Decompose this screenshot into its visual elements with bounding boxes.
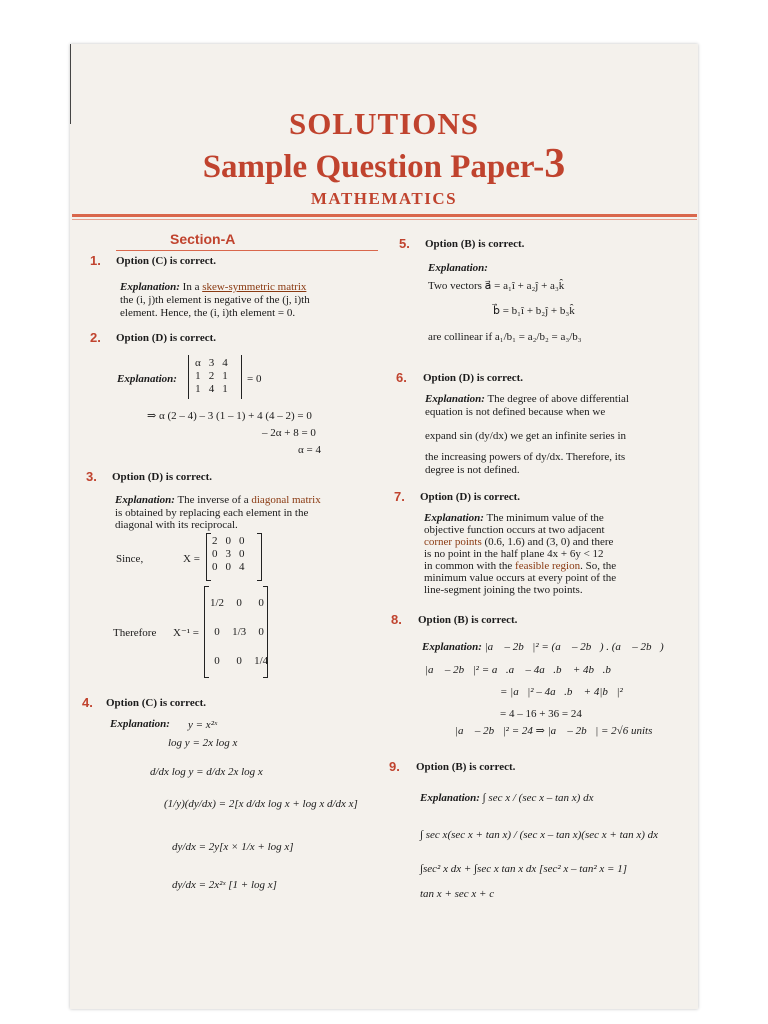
section-heading: Section-A bbox=[170, 231, 236, 247]
explanation-text: diagonal with its reciprocal. bbox=[115, 519, 238, 531]
equation-line: α = 4 bbox=[298, 444, 321, 456]
equation-line: log y = 2x log x bbox=[168, 737, 238, 749]
inverse-matrix: 1/2 0 0 0 1/3 0 0 0 1/4 bbox=[210, 596, 269, 667]
explanation-text: Explanation: In a skew-symmetric matrix bbox=[120, 281, 307, 293]
explanation-text: Explanation: The minimum value of the bbox=[424, 512, 604, 524]
equation-line: dy/dx = 2y[x × 1/x + log x] bbox=[172, 841, 294, 853]
question-number: 4. bbox=[82, 695, 93, 710]
equation-line: tan x + sec x + c bbox=[420, 888, 495, 900]
equation-line: = 4 – 16 + 36 = 24 bbox=[500, 708, 582, 720]
matrix-x-label: X = bbox=[183, 553, 200, 565]
option-answer: Option (C) is correct. bbox=[116, 255, 216, 267]
question-number: 9. bbox=[389, 759, 400, 774]
explanation-text: objective function occurs at two adjacent bbox=[424, 524, 605, 536]
explanation-label: Explanation: bbox=[110, 718, 170, 730]
therefore-label: Therefore bbox=[113, 627, 157, 639]
question-number: 5. bbox=[399, 236, 410, 251]
explanation-text: the (i, j)th element is negative of the (j, i)th bbox=[120, 294, 310, 306]
option-answer: Option (D) is correct. bbox=[112, 471, 212, 483]
solutions-title: SOLUTIONS bbox=[289, 106, 479, 141]
explanation-text: b⃗ = b₁î + b₂ĵ + b₃k̂ bbox=[493, 305, 575, 317]
paper-title: Sample Question Paper-3 bbox=[202, 141, 566, 187]
question-number: 7. bbox=[394, 489, 405, 504]
explanation-text: minimum value occurs at every point of the bbox=[424, 572, 617, 584]
question-number: 3. bbox=[86, 469, 97, 484]
equation-line: (1/y)(dy/dx) = 2[x d/dx log x + log x d/dx x] bbox=[164, 798, 358, 810]
explanation-text: is obtained by replacing each element in the bbox=[115, 507, 309, 519]
equals-zero: = 0 bbox=[247, 373, 262, 385]
question-number: 6. bbox=[396, 370, 407, 385]
option-answer: Option (C) is correct. bbox=[106, 697, 206, 709]
equation-line: d/dx log y = d/dx 2x log x bbox=[150, 766, 263, 778]
explanation-label: Explanation: bbox=[117, 373, 177, 385]
explanation-text: Two vectors a⃗ = a₁î + a₂ĵ + a₃k̂ bbox=[428, 280, 565, 292]
question-number: 8. bbox=[391, 612, 402, 627]
bracket-right bbox=[257, 533, 262, 581]
option-answer: Option (D) is correct. bbox=[116, 332, 216, 344]
explanation-text: corner points (0.6, 1.6) and (3, 0) and there bbox=[424, 536, 614, 548]
diagonal-matrix: 2 0 0 0 3 0 0 0 4 bbox=[212, 534, 245, 573]
explanation-text: are collinear if a₁/b₁ = a₂/b₂ = a₃/b₃ bbox=[428, 331, 582, 343]
inverse-x-label: X⁻¹ = bbox=[173, 627, 200, 639]
equation-line: |a⃗ – 2b⃗|² = 24 ⇒ |a⃗ – 2b⃗| = 2√6 units bbox=[455, 725, 653, 737]
option-answer: Option (D) is correct. bbox=[423, 372, 523, 384]
option-answer: Option (D) is correct. bbox=[420, 491, 520, 503]
option-answer: Option (B) is correct. bbox=[416, 761, 516, 773]
header-rule bbox=[72, 214, 697, 217]
since-label: Since, bbox=[116, 553, 144, 565]
subject-title: MATHEMATICS bbox=[310, 189, 458, 208]
explanation-text: is no point in the half plane 4x + 6y < 12 bbox=[424, 548, 604, 560]
option-answer: Option (B) is correct. bbox=[418, 614, 518, 626]
question-number: 2. bbox=[90, 330, 101, 345]
question-number: 1. bbox=[90, 253, 101, 268]
equation-line: ∫ sec x(sec x + tan x) / (sec x – tan x)(sec x + tan x) dx bbox=[420, 829, 659, 841]
equation-line: ⇒ α (2 – 4) – 3 (1 – 1) + 4 (4 – 2) = 0 bbox=[147, 410, 312, 422]
explanation-text: the increasing powers of dy/dx. Therefore, its bbox=[425, 451, 626, 463]
determinant-bar-left bbox=[188, 355, 189, 399]
determinant-bar-right bbox=[241, 355, 242, 399]
explanation-text: Explanation: The degree of above differential bbox=[425, 393, 629, 405]
equation-line: = |a⃗|² – 4a⃗.b⃗ + 4|b⃗|² bbox=[500, 686, 623, 698]
header-rule-thin bbox=[72, 219, 697, 220]
equation-line: |a⃗ – 2b⃗|² = a⃗.a⃗ – 4a⃗.b⃗ + 4b⃗.b⃗ bbox=[425, 664, 620, 676]
explanation-text: equation is not defined because when we bbox=[425, 406, 606, 418]
equation-line: Explanation: |a⃗ – 2b⃗|² = (a⃗ – 2b⃗) . (a⃗ – 2b⃗) bbox=[422, 641, 664, 653]
determinant-matrix: α 3 4 1 2 1 1 4 1 bbox=[195, 356, 228, 395]
explanation-label: Explanation: bbox=[428, 262, 488, 274]
explanation-text: Explanation: The inverse of a diagonal matrix bbox=[115, 494, 321, 506]
explanation-text: line-segment joining the two points. bbox=[424, 584, 583, 596]
equation-line: y = x²ˣ bbox=[188, 719, 218, 731]
equation-line: – 2α + 8 = 0 bbox=[262, 427, 316, 439]
explanation-text: in common with the feasible region. So, the bbox=[424, 560, 617, 572]
option-answer: Option (B) is correct. bbox=[425, 238, 525, 250]
explanation-text: expand sin (dy/dx) we get an infinite series in bbox=[425, 430, 627, 442]
equation-line: dy/dx = 2x²ˣ [1 + log x] bbox=[172, 879, 277, 891]
section-rule bbox=[116, 250, 378, 251]
explanation-text: degree is not defined. bbox=[425, 464, 520, 476]
explanation-text: element. Hence, the (i, i)th element = 0. bbox=[120, 307, 296, 319]
equation-line: ∫sec² x dx + ∫sec x tan x dx [sec² x – tan² x = 1] bbox=[420, 863, 628, 875]
equation-line: Explanation: ∫ sec x / (sec x – tan x) dx bbox=[420, 792, 594, 804]
